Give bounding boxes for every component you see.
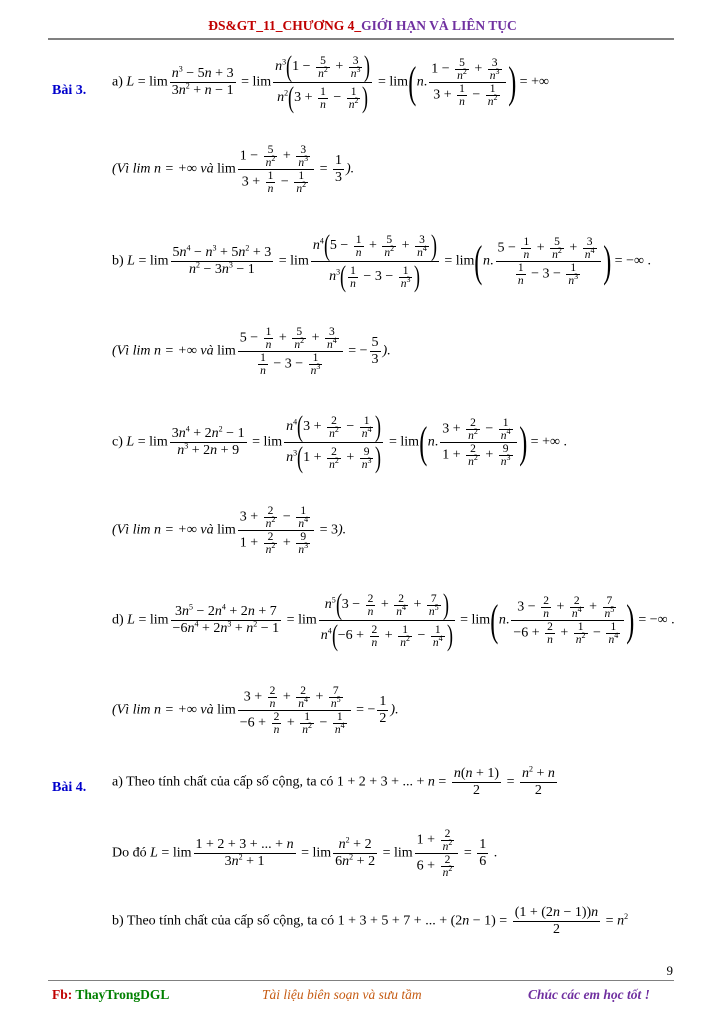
page-number: 9 [666, 963, 673, 978]
eq-3a-note: (Vì lim n = +∞ và lim 1 − $\frac{5}{n^2}$ + $\frac{3}{n^3}$ 3 + $\frac{1}{n}$ − $\frac{1}{n^2}$ = $\frac{1}{3}$ ). [112, 144, 355, 195]
eq-3b-main: b) L = lim $\frac{5n^4 - n^3 + 5n^2 + 3}{n^2 - 3n^3 - 1}$ = lim $n^4(5$ − $\frac{1}{n}$ + $\frac{5}{n^2}$ + $\frac{3}{n^4}$ ) $n^3$( $\frac{1}{n}$ − 3 − $\frac{1}{n^3}$ ) = lim(n. 5 − $\frac{1}{n}$ + $\frac{5}{n^2}$ + $\frac{3}{n^4}$ $\frac{1}{n}$ − 3 − $\frac{1}{n^3}$ ) = −∞ . [112, 229, 651, 293]
header-divider [48, 38, 674, 40]
header-title-part1: ĐS&GT_11_CHƯƠNG 4_ [208, 18, 362, 33]
eq-4b-main: b) Theo tính chất của cấp số cộng, ta có 1 + 3 + 5 + 7 + ... + (2n − 1) = $\frac{(1 + (2n - 1))n}{2}$ = $n^2$ [112, 905, 629, 937]
eq-3c-main: c) L = lim $\frac{3n^4 + 2n^2 - 1}{n^3 + 2n + 9}$ = lim $n^4(3$ + $\frac{2}{n^2}$ − $\frac{1}{n^4}$ ) $n^3(1$ + $\frac{2}{n^2}$ + $\frac{9}{n^3}$ ) = lim(n. 3 + $\frac{2}{n^2}$ − $\frac{1}{n^4}$ 1 + $\frac{2}{n^2}$ + $\frac{9}{n^3}$ ) = +∞ . [112, 410, 567, 474]
footer-facebook: Fb: ThayTrongDGL [52, 987, 170, 1002]
eq-3b-note: (Vì lim n = +∞ và lim 5 − $\frac{1}{n}$ + $\frac{5}{n^2}$ + $\frac{3}{n^4}$ $\frac{1}{n}$ − 3 − $\frac{1}{n^3}$ = − $\frac{5}{3}$ ). [112, 326, 391, 377]
eq-3d-main: d) L = lim $\frac{3n^5 - 2n^4 + 2n + 7}{-6n^4 + 2n^3 + n^2 - 1}$ = lim $n^5(3$ − $\frac{2}{n}$ + $\frac{2}{n^4}$ + $\frac{7}{n^5}$ ) $n^4(-6$ + $\frac{2}{n}$ + $\frac{1}{n^2}$ − $\frac{1}{n^4}$ ) = lim(n. 3 − $\frac{2}{n}$ + $\frac{2}{n^4}$ + $\frac{7}{n^5}$ −6 + $\frac{2}{n}$ + $\frac{1}{n^2}$ − $\frac{1}{n^4}$ ) = −∞ . [112, 588, 675, 652]
eq-4a-result: Do đó L = lim $\frac{1 + 2 + 3 + ... + n}{3n^2 + 1}$ = lim $\frac{n^2 + 2}{6n^2 + 2}$ = lim 1 + $\frac{2}{n^2}$ 6 + $\frac{2}{n^2}$ = $\frac{1}{6}$ . [112, 828, 498, 879]
page-header [0, 18, 725, 34]
footer-right-text: Chúc các em học tốt ! [528, 987, 650, 1002]
problem-label-3: Bài 3. [52, 83, 87, 98]
eq-3a-main: a) L = lim $\frac{n^3 - 5n + 3}{3n^2 + n - 1}$ = lim $n^3(1$ − $\frac{5}{n^2}$ + $\frac{3}{n^3}$ ) $n^2(3$ + $\frac{1}{n}$ − $\frac{1}{n^2}$ ) = lim(n. 1 − $\frac{5}{n^2}$ + $\frac{3}{n^3}$ 3 + $\frac{1}{n}$ − $\frac{1}{n^2}$ ) = +∞ [112, 50, 549, 114]
problem-label-4: Bài 4. [52, 780, 87, 795]
header-title-part2: GIỚI HẠN VÀ LIÊN TỤC [361, 18, 517, 33]
eq-3c-note: (Vì lim n = +∞ và lim 3 + $\frac{2}{n^2}$ − $\frac{1}{n^4}$ 1 + $\frac{2}{n^2}$ + $\frac{9}{n^3}$ = 3). [112, 505, 347, 556]
eq-4a-main: a) Theo tính chất của cấp số cộng, ta có 1 + 2 + 3 + ... + n = $\frac{n(n + 1)}{2}$ = $\frac{n^2 + n}{2}$ [112, 764, 555, 798]
footer-divider [48, 980, 674, 981]
eq-3d-note: (Vì lim n = +∞ và lim 3 + $\frac{2}{n}$ + $\frac{2}{n^4}$ + $\frac{7}{n^5}$ −6 + $\frac{2}{n}$ + $\frac{1}{n^2}$ − $\frac{1}{n^4}$ = − $\frac{1}{2}$ ). [112, 685, 399, 736]
footer-middle-text: Tài liệu biên soạn và sưu tầm [262, 987, 422, 1002]
